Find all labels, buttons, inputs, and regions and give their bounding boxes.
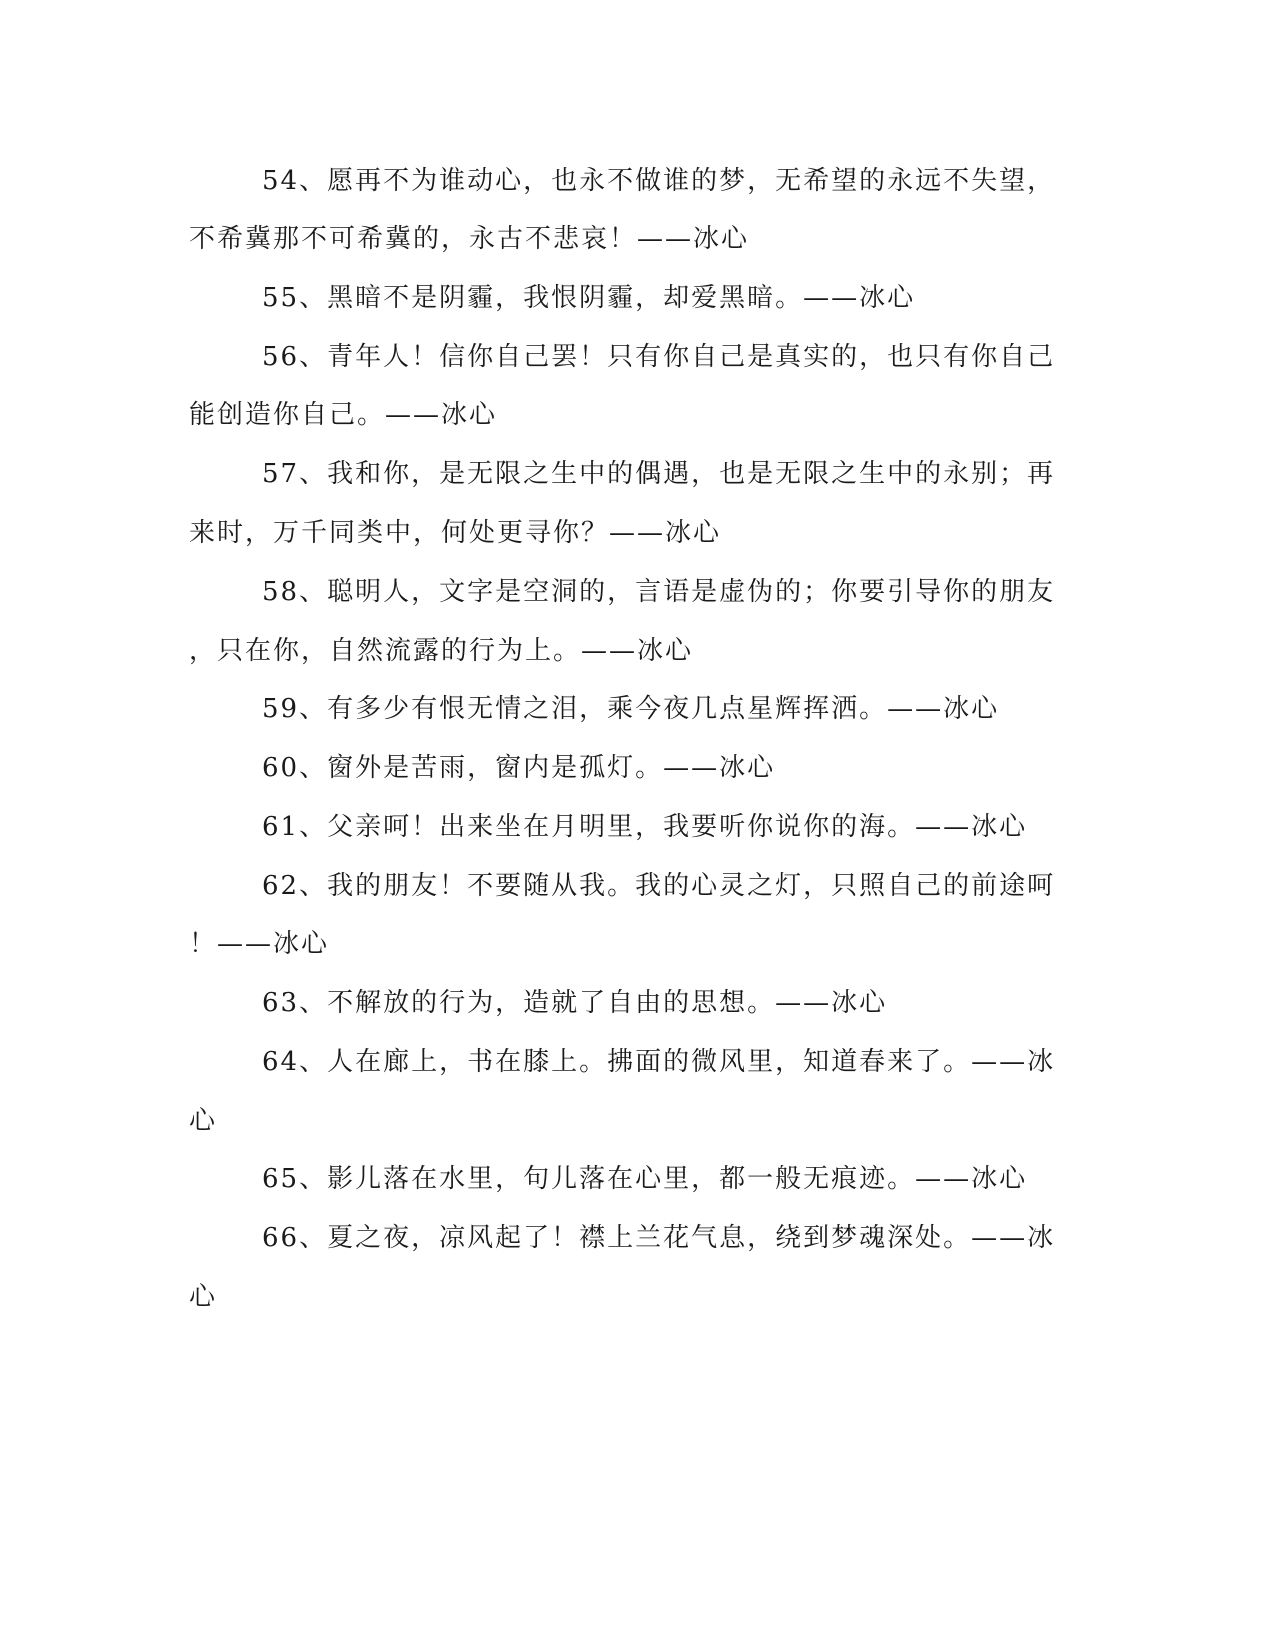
quote-62-line-1: 62、我的朋友！不要随从我。我的心灵之灯，只照自己的前途呵 — [262, 871, 1056, 901]
quote-58-line-1: 58、聪明人，文字是空洞的，言语是虚伪的；你要引导你的朋友 — [262, 577, 1056, 607]
quote-56-line-2: 能创造你自己。——冰心 — [189, 400, 498, 430]
quote-62-line-2: ！——冰心 — [189, 929, 330, 959]
quote-55-line-1: 55、黑暗不是阴霾，我恨阴霾，却爱黑暗。——冰心 — [262, 283, 916, 313]
quote-57-line-2: 来时，万千同类中，何处更寻你？——冰心 — [189, 518, 722, 548]
quote-66-line-1: 66、夏之夜，凉风起了！襟上兰花气息，绕到梦魂深处。——冰 — [262, 1223, 1056, 1253]
quote-54-line-1: 54、愿再不为谁动心，也永不做谁的梦，无希望的永远不失望， — [262, 166, 1056, 196]
quote-56-line-1: 56、青年人！信你自己罢！只有你自己是真实的，也只有你自己 — [262, 342, 1056, 372]
quote-54-line-2: 不希冀那不可希冀的，永古不悲哀！——冰心 — [189, 224, 750, 254]
quote-64-line-2: 心 — [189, 1106, 218, 1136]
quote-66-line-2: 心 — [189, 1282, 218, 1312]
quote-60-line-1: 60、窗外是苦雨，窗内是孤灯。——冰心 — [262, 753, 776, 783]
quote-64-line-1: 64、人在廊上，书在膝上。拂面的微风里，知道春来了。——冰 — [262, 1047, 1056, 1077]
quote-63-line-1: 63、不解放的行为，造就了自由的思想。——冰心 — [262, 988, 888, 1018]
quote-58-line-2: ，只在你，自然流露的行为上。——冰心 — [189, 636, 694, 666]
quote-57-line-1: 57、我和你，是无限之生中的偶遇，也是无限之生中的永别；再 — [262, 459, 1056, 489]
quote-59-line-1: 59、有多少有恨无情之泪，乘今夜几点星辉挥洒。——冰心 — [262, 694, 1000, 724]
quote-65-line-1: 65、影儿落在水里，句儿落在心里，都一般无痕迹。——冰心 — [262, 1164, 1028, 1194]
quote-61-line-1: 61、父亲呵！出来坐在月明里，我要听你说你的海。——冰心 — [262, 812, 1028, 842]
